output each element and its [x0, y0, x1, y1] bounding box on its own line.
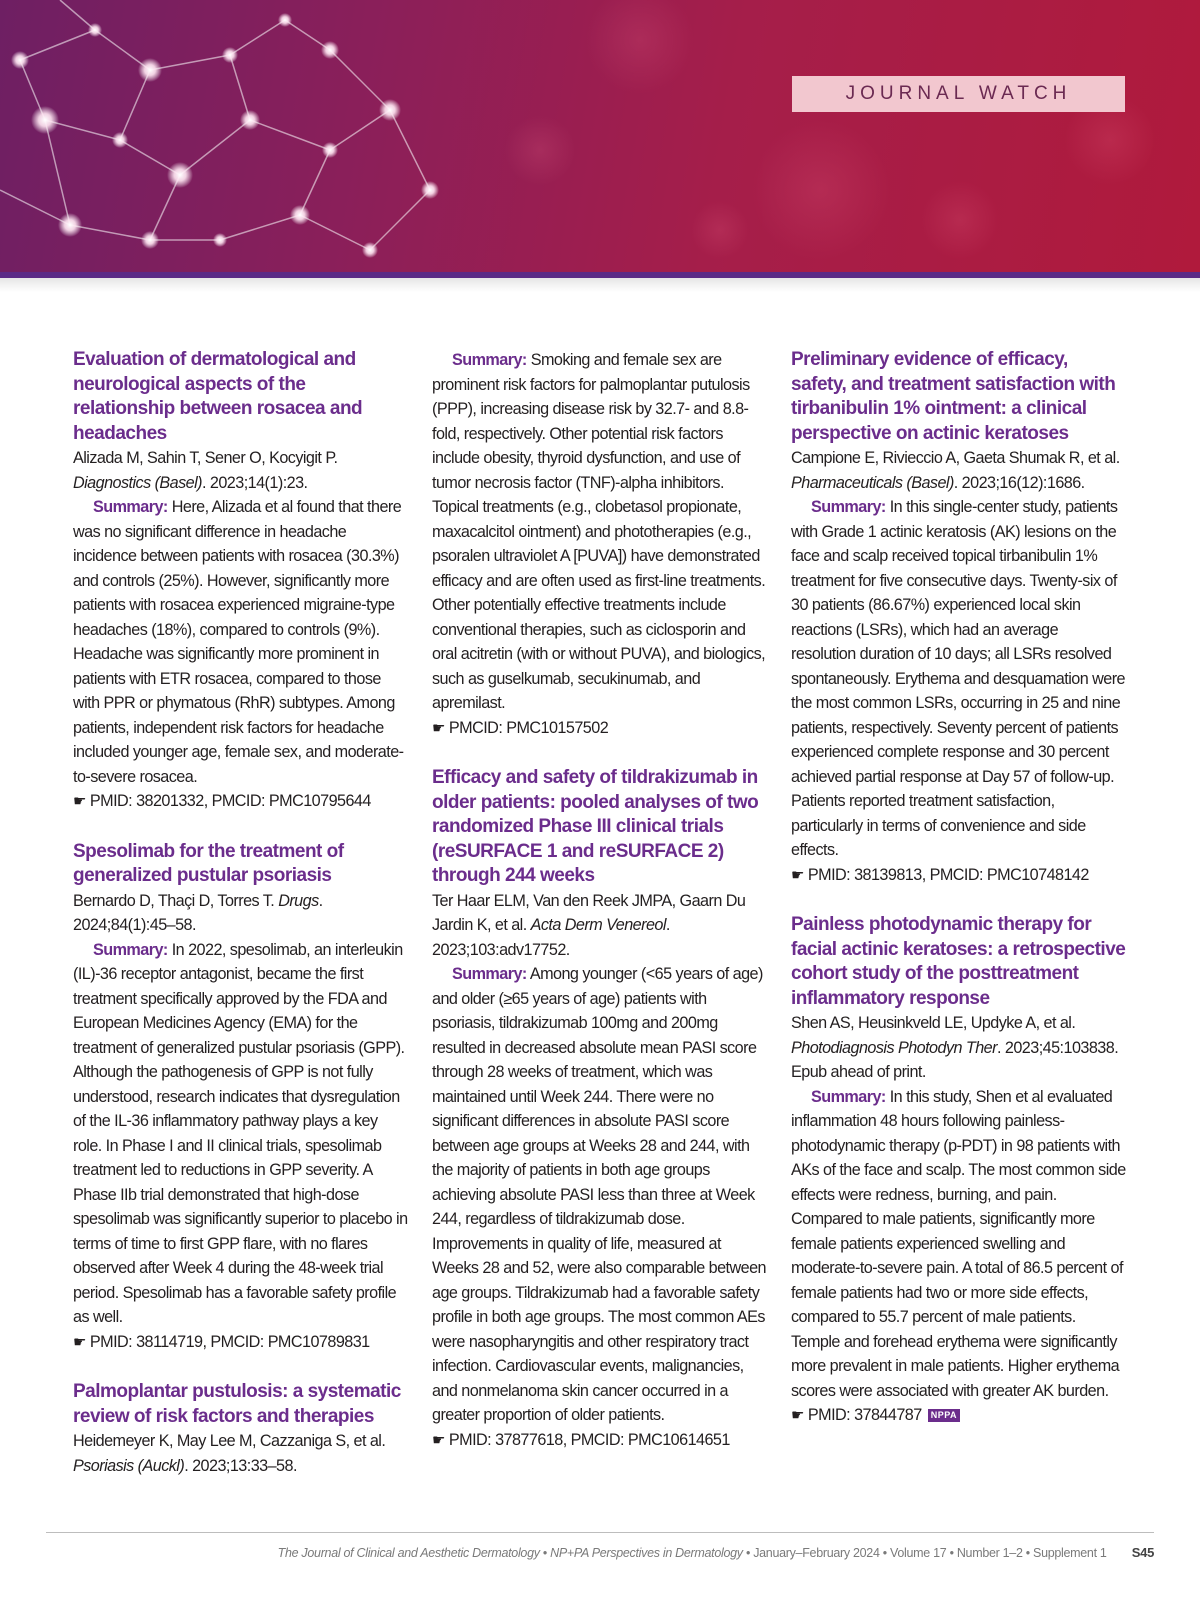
article-title: Palmoplantar pustulosis: a systematic review of risk factors and therapies [73, 1381, 401, 1427]
citation-details: . 2023;16(12):1686. [953, 473, 1085, 492]
pubmed-ids: PMID: 37877618, PMCID: PMC10614651 [448, 1430, 730, 1449]
article-authors: Heidemeyer K, May Lee M, Cazzaniga S, et al. [73, 1432, 386, 1450]
pubmed-ids: PMID: 38139813, PMCID: PMC10748142 [807, 865, 1089, 884]
citation-details: . 2023;14(1):23. [202, 473, 308, 492]
footer-supplement-title: NP+PA Perspectives in Dermatology [550, 1546, 743, 1560]
article-ids [791, 1403, 1126, 1429]
summary-label: Summary: [93, 940, 168, 959]
footer-separator: • [745, 1546, 754, 1560]
article-spesolimab [73, 840, 408, 1356]
molecular-network-illustration [0, 0, 1200, 272]
article-title: Preliminary evidence of efficacy, safety, and treatment satisfaction with tirbanibulin 1% ointment: a clinical perspective on actinic keratoses [791, 349, 1116, 444]
summary-text: In this study, Shen et al evaluated inflammation 48 hours following painless-photodynamic therapy (p-PDT) in 98 patients with AKs of the face and scalp. The most common side effects were redness, burning, and pain. Compared to male patients, significantly more female patients experienced swelling and moderate-to-severe pain. A total of 86.5 percent of female patients had two or more side effects, compared to 55.7 percent of male patients. Temple and forehead erythema were significantly more prevalent in male patients. Higher erythema scores were associated with greater AK burden. [791, 1087, 1126, 1400]
footer-separator: • [542, 1546, 551, 1560]
citation-details: . 2023;45:103838. Epub ahead of print. [791, 1038, 1119, 1081]
article-title: Painless photodynamic therapy for facial actinic keratoses: a retrospective cohort study of the posttreatment inflammatory response [791, 914, 1126, 1009]
pubmed-ids: PMCID: PMC10157502 [448, 718, 609, 737]
article-ids [432, 716, 767, 742]
article-citation [791, 1036, 1126, 1085]
article-tildrakizumab [432, 766, 767, 1453]
article-ids [73, 1330, 408, 1356]
page-number: S45 [1131, 1545, 1154, 1560]
article-summary [432, 962, 767, 1428]
summary-label: Summary: [811, 498, 886, 516]
citation-details: . 2023;13:33–58. [184, 1456, 297, 1475]
article-summary [73, 495, 408, 789]
article-summary [432, 348, 767, 716]
article-tirbanibulin [791, 348, 1126, 888]
article-authors: Bernardo D, Thaçi D, Torres T. [73, 891, 275, 910]
summary-label: Summary: [811, 1087, 886, 1106]
summary-text: Smoking and female sex are prominent risk factors for palmoplantar putulosis (PPP), increasing disease risk by 32.7- and 8.8-fold, respectively. Other potential risk factors include obesity, thyroid dysfunction, and use of tumor necrosis factor (TNF)-alpha inhibitors. Topical treatments (e.g., clobetasol propionate, maxacalcitol ointment) and phototherapies (e.g., psoralen ultraviolet A [PUVA]) have demonstrated efficacy and are often used as first-line treatments. Other potentially effective treatments include conventional therapies, such as ciclosporin and oral acitretin (with or without PUVA), and biologics, such as guselkumab, secukinumab, and apremilast. [432, 351, 766, 712]
summary-text: In this single-center study, patients with Grade 1 actinic keratosis (AK) lesions on the face and scalp received topical tirbanibulin 1% treatment for five consecutive days. Twenty-six of 30 patients (86.67%) experienced local skin reactions (LSRs), which had an average resolution duration of 10 days; all LSRs resolved spontaneously. Erythema and desquamation were the most common LSRs, occurring in 25 and nine patients, respectively. Seventy percent of patients experienced complete response and 30 percent achieved partial response at Day 57 of follow-up. Patients reported treatment satisfaction, particularly in terms of convenience and side effects. [791, 498, 1125, 859]
article-citation [73, 471, 408, 496]
pointing-hand-icon: ☛ [73, 1333, 86, 1351]
journal-name: Diagnostics (Basel) [73, 473, 202, 492]
citation-details: . 2023;103:adv17752. [432, 916, 670, 959]
article-ids [791, 863, 1126, 889]
article-summary [791, 495, 1126, 863]
article-palmoplantar-pustulosis-continued [432, 348, 767, 741]
pointing-hand-icon: ☛ [791, 866, 804, 884]
pointing-hand-icon: ☛ [432, 1431, 445, 1449]
article-title: Evaluation of dermatological and neurological aspects of the relationship between rosacea and headaches [73, 349, 363, 444]
article-ids [73, 789, 408, 815]
summary-text: Among younger (<65 years of age) and older (≥65 years of age) patients with psoriasis, tildrakizumab 100mg and 200mg resulted in decreased absolute mean PASI score through 28 weeks of treatment, which was maintained until Week 244. There were no significant differences in absolute PASI score between age groups at Weeks 28 and 244, with the majority of patients in both age groups achieving absolute PASI less than three at Week 244, regardless of tildrakizumab dose. Improvements in quality of life, measured at Weeks 28 and 52, were also comparable between age groups. Tildrakizumab had a favorable safety profile in both age groups. The most common AEs were nasopharyngitis and other respiratory tract infection. Cardiovascular events, malignancies, and nonmelanoma skin cancer occurred in a greater proportion of older patients. [432, 965, 766, 1424]
column-1 [73, 348, 408, 1478]
section-tag: JOURNAL WATCH [792, 76, 1125, 112]
pointing-hand-icon: ☛ [432, 719, 445, 737]
column-2 [432, 348, 767, 1453]
journal-name: Pharmaceuticals (Basel) [791, 473, 954, 492]
article-palmoplantar-pustulosis [73, 1380, 408, 1478]
article-summary [73, 938, 408, 1330]
article-painless-pdt [791, 913, 1126, 1429]
article-ids [432, 1428, 767, 1454]
pointing-hand-icon: ☛ [791, 1407, 804, 1424]
pubmed-ids: PMID: 37844787 [807, 1406, 922, 1424]
pointing-hand-icon: ☛ [73, 793, 86, 810]
summary-text: In 2022, spesolimab, an interleukin (IL)-36 receptor antagonist, became the first treatment specifically approved by the FDA and European Medicines Agency (EMA) for the treatment of generalized pustular psoriasis (GPP). Although the pathogenesis of GPP is not fully understood, research indicates that dysregulation of the IL-36 inflammatory pathway plays a key role. In Phase I and II clinical trials, spesolimab treatment led to reductions in GPP severity. A Phase IIb trial demonstrated that high-dose spesolimab was significantly superior to placebo in terms of time to first GPP flare, with no flares observed after Week 4 during the 48-week trial period. Spesolimab has a favorable safety profile as well. [73, 940, 408, 1326]
banner-shadow [0, 278, 1200, 292]
journal-name: Acta Derm Venereol [530, 916, 666, 934]
article-authors: Shen AS, Heusinkveld LE, Updyke A, et al. [791, 1014, 1076, 1032]
footer-journal-title: The Journal of Clinical and Aesthetic Dermatology [277, 1546, 540, 1560]
footer-divider [46, 1532, 1154, 1533]
pubmed-ids: PMID: 38201332, PMCID: PMC10795644 [89, 792, 371, 810]
article-authors: Alizada M, Sahin T, Sener O, Kocyigit P. [73, 449, 338, 467]
citation-details: . 2024;84(1):45–58. [73, 891, 323, 934]
column-3 [791, 348, 1126, 1429]
article-authors: Campione E, Rivieccio A, Gaeta Shumak R, et al. [791, 449, 1120, 467]
article-citation [432, 889, 767, 963]
header-banner [0, 0, 1200, 272]
journal-name: Drugs [278, 891, 319, 910]
nppa-badge: NPPA [928, 1409, 960, 1422]
article-title: Spesolimab for the treatment of generalized pustular psoriasis [73, 840, 344, 886]
summary-label: Summary: [452, 965, 527, 983]
article-rosacea-headaches [73, 348, 408, 815]
article-citation [73, 889, 408, 938]
article-citation [791, 471, 1126, 496]
journal-name: Photodiagnosis Photodyn Ther [791, 1038, 997, 1057]
summary-label: Summary: [452, 351, 527, 369]
article-title: Efficacy and safety of tildrakizumab in older patients: pooled analyses of two randomized Phase III clinical trials (reSURFACE 1 and reSURFACE 2) through 244 weeks [432, 767, 759, 886]
summary-text: Here, Alizada et al found that there was no significant difference in headache incidence between patients with rosacea (30.3%) and controls (25%). However, significantly more patients with rosacea experienced migraine-type headaches (18%), compared to controls (9%). Headache was significantly more prominent in patients with ETR rosacea, compared to those with PPR or phymatous (RhR) subtypes. Among patients, independent risk factors for headache included younger age, female sex, and moderate-to-severe rosacea. [73, 498, 404, 786]
pubmed-ids: PMID: 38114719, PMCID: PMC10789831 [89, 1332, 370, 1351]
article-citation [73, 1454, 408, 1479]
journal-name: Psoriasis (Auckl) [73, 1456, 185, 1475]
page-footer [46, 1545, 1154, 1560]
footer-issue: January–February 2024 • Volume 17 • Number 1–2 • Supplement 1 [753, 1546, 1107, 1560]
article-summary [791, 1085, 1126, 1404]
article-authors: Ter Haar ELM, Van den Reek JMPA, Gaarn Du Jardin K, et al. [432, 891, 746, 934]
summary-label: Summary: [93, 498, 168, 516]
